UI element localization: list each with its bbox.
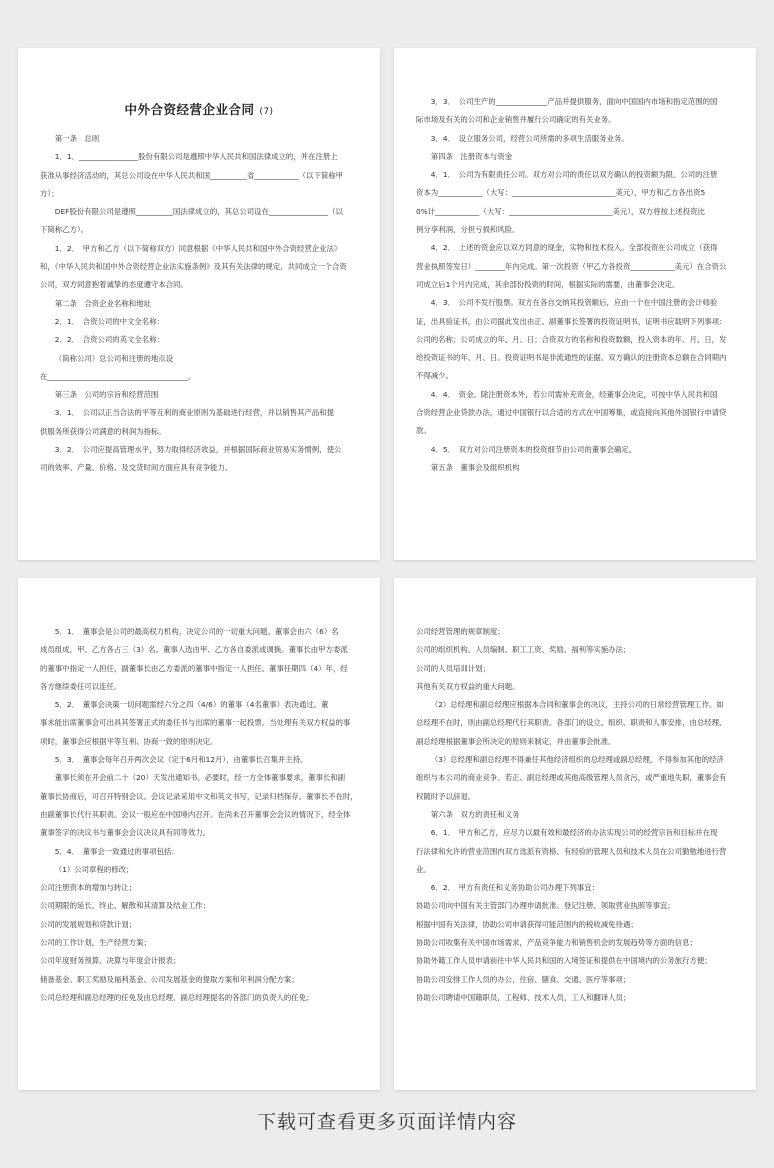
text-line: 获准从事经济活动的，其总公司设在中华人民共和国__________省____________（以下简称甲 bbox=[40, 170, 344, 180]
text-line: 司成立后1个月内完成，其余部份投资的时间，根据实际的需要，由董事会决定。 bbox=[416, 279, 680, 289]
text-line: （3）总经理和副总经理不得兼任其他经济组织的总经理或副总经理，不得参加其他的经济 bbox=[430, 755, 724, 765]
text-line: 6．1． 甲方和乙方，应尽力以最有效和最经济的办法实现公司的经营宗旨和目标并在现 bbox=[430, 828, 718, 838]
text-line: 资本为____________（大写：____________________________美元），甲方和乙方各出资5 bbox=[416, 188, 706, 198]
text-line: 3．1． 公司以正当合法的平等互利的商业原则为基础进行经营，并以销售其产品和提 bbox=[54, 408, 334, 418]
text-line: 公司的人员培训计划； bbox=[416, 663, 490, 673]
text-line: 1．2． 甲方和乙方（以下简称双方）同意根据《中华人民共和国中外合资经营企业法》 bbox=[54, 243, 342, 253]
text-line: 4．2． 上述的资金应以双方同意的现金，实物和技术投入。全部投资在公司成立（获得 bbox=[430, 243, 718, 253]
page-3-text bbox=[40, 623, 358, 1007]
text-line: 例分享利润，分担亏损和风险。 bbox=[416, 225, 520, 235]
text-line: 供服务所获得公司满意的利润为指标。 bbox=[40, 426, 166, 436]
text-line: （1）公司章程的修改； bbox=[54, 864, 134, 874]
text-line: 协助公司聘请中国籍职员，工程师、技术人员，工人和翻译人员； bbox=[416, 992, 631, 1002]
text-line: 际市场及有关的公司和企业销售并履行公司确定的有关业务。 bbox=[416, 115, 616, 125]
text-line: 第二条 合资企业名称和地址 bbox=[54, 298, 151, 308]
page-2-text bbox=[416, 93, 734, 477]
text-line: 公司的名称；公司成立的年、月、日；合资双方的名称和投资数额，投入资本的年、月、日，发 bbox=[416, 334, 727, 344]
text-line: 董事长须在开会前二十（20）天发出通知书。必要时，经一方全体董事要求，董事长和副 bbox=[54, 773, 346, 783]
text-line: 和，《中华人民共和国中外合资经营企业法实施条例》及其有关法律的规定，共同成立一个合资 bbox=[40, 262, 347, 272]
text-line: 证，出具验证书，由公司据此发出由正、副董事长签署的投资证明书，证明书应载明下列事项： bbox=[416, 316, 727, 326]
document-page-3 bbox=[18, 578, 380, 1090]
document-title-text: 中外合资经营企业合同 bbox=[124, 102, 255, 117]
text-line: 第五条 董事会及组织机构 bbox=[430, 462, 520, 472]
text-line: 公司注册资本的增加与转让； bbox=[40, 883, 137, 893]
document-page-4 bbox=[394, 578, 756, 1090]
text-line: 5．2． 董事会决策一切问题需经六分之四（4/6）的董事（4名董事）表决通过。董 bbox=[54, 700, 329, 710]
page-1-text bbox=[40, 130, 358, 478]
page-4-body bbox=[416, 623, 734, 1007]
text-line: 营业执照签发日）________年内完成。第一次投资（甲乙方各投资____________美元）在合资公 bbox=[416, 261, 727, 271]
text-line: 储备基金、职工奖励及福利基金、公司发展基金的提取方案和年利润分配方案； bbox=[40, 974, 299, 984]
text-line: 权随时予以辞退。 bbox=[416, 791, 476, 801]
text-line: 4．3． 公司不发行股票。双方在各自交纳其投资额后，应由一个在中国注册的会计师验 bbox=[430, 298, 718, 308]
text-line: 5．3． 董事会每年召开两次会议（定于6月和12月），由董事长召集并主持。 bbox=[54, 755, 308, 765]
page-4-text bbox=[416, 623, 734, 1007]
text-line: 董事签字的决议书与董事会会议决议具有同等效力。 bbox=[40, 828, 210, 838]
text-line: 公司年度财务预算、决算与年度会计报表； bbox=[40, 956, 181, 966]
text-line: 3．4． 设立服务公司，经营公司所需的多项生活服务业务。 bbox=[430, 133, 629, 143]
text-line: 的董事中指定一人担任，副董事长由乙方委派的董事中指定一人担任。董事任期四（4）年，经 bbox=[40, 663, 348, 673]
text-line: 公司期限的延长、终止、解散和其清算及结业工作； bbox=[40, 901, 210, 911]
text-line: 成员组成，甲、乙方各占三（3）名。董事人选由甲、乙方各自委派或调换。董事长由甲方委派 bbox=[40, 645, 348, 655]
text-line: 4．1． 公司为有限责任公司。双方对公司的责任以双方确认的投资额为限。公司的注册 bbox=[430, 170, 718, 180]
text-line: 4．5． 双方对公司注册资本的投资细节由公司的董事会确定。 bbox=[430, 444, 637, 454]
text-line: 第三条 公司的宗旨和经营范围 bbox=[54, 390, 159, 400]
text-line: 董事长协商后，可召开特别会议。会议记录采用中文和英文书写，记录归档保存。董事长不在时， bbox=[40, 791, 358, 801]
text-line: 3．3． 公司生产的______________产品并提供服务，面向中国国内市场和指定范围的国 bbox=[430, 97, 718, 106]
text-line: DEF股份有限公司是遵照__________国法律成立的，其总公司设在________________（以 bbox=[54, 207, 343, 217]
text-line: 2．2． 合资公司的英文全名称： bbox=[54, 335, 164, 345]
text-line: 各方继续委任可以连任。 bbox=[40, 681, 122, 691]
text-line: 项时，董事会应根据平等互利、协商一致的原则决定。 bbox=[40, 736, 218, 746]
document-page-2 bbox=[394, 48, 756, 560]
text-line: 1．1．________________股份有限公司是遵照中华人民共和国法律成立的，并在注册上 bbox=[54, 152, 338, 162]
text-line: 根据中国有关法律，协助公司申请获得可能范围内的税收减免待遇； bbox=[416, 919, 638, 929]
text-line: 给投资证书的年、月、日。投资证明书是非流通性的证据。双方确认的注册资本总额在合同期内 bbox=[416, 353, 727, 363]
text-line: 协助公司收集有关中国市场需求，产品竞争能力和销售机会的发展趋势等方面的信息； bbox=[416, 938, 697, 948]
text-line: 第六条 双方的责任和义务 bbox=[430, 809, 520, 819]
text-line: 2．1． 合资公司的中文全名称： bbox=[54, 316, 164, 326]
page-1-body bbox=[40, 100, 358, 478]
text-line: 公司经营管理的规章制度； bbox=[416, 627, 505, 636]
text-line: 0%计____________（大写：____________________________美元），双方将按上述投资比 bbox=[416, 206, 705, 216]
text-line: 公司，双方同意抱着诚挚的态度遵守本合同。 bbox=[40, 280, 188, 290]
document-page-1 bbox=[18, 48, 380, 560]
text-line: 由副董事长代行其职责。会议一般应在中国境内召开。在尚未召开董事会会议的情况下，经全体 bbox=[40, 809, 351, 819]
document-title bbox=[40, 100, 358, 118]
text-line: 第四条 注册资本与资金 bbox=[430, 151, 513, 161]
text-line: （2）总经理和副总经理应根据本合同和董事会的决议，主持公司的日常经营管理工作。如 bbox=[430, 700, 724, 710]
text-line: 协助外籍工作人员申请前往中华人民共和国的入境签证和提供在中国境内的公务旅行方便； bbox=[416, 956, 712, 966]
text-line: 方）； bbox=[40, 188, 59, 198]
text-line: 协助公司安排工作人员的办公、住宿、膳食、交通、医疗等事项； bbox=[416, 974, 631, 984]
text-line: 不得减少。 bbox=[416, 371, 453, 381]
page-3-body bbox=[40, 623, 358, 1007]
text-line: 第一条 总则 bbox=[54, 134, 100, 143]
document-title-suffix: (7) bbox=[259, 107, 274, 117]
text-line: （简称公司）总公司和注册的地点设 bbox=[54, 353, 174, 363]
text-line: 款。 bbox=[416, 426, 431, 436]
text-line: 公司的组织机构、人员编制、职工工资、奖励、福利等实施办法； bbox=[416, 645, 631, 655]
text-line: 公司的发展规划和贷款计划； bbox=[40, 919, 137, 929]
text-line: 4．4． 资金。除注册资本外，若公司需补充资金，经董事会决定，可按中华人民共和国 bbox=[430, 389, 718, 399]
text-line: 公司总经理和副总经理的任免及由总经理、副总经理提名的各部门的负责人的任免； bbox=[40, 992, 314, 1002]
text-line: 协助公司向中国有关主管部门办理申请批准、登记注册、领取营业执照等事宜； bbox=[416, 901, 675, 911]
text-line: 下简称乙方）。 bbox=[40, 225, 89, 235]
text-line: 司的效率、产量、价格、及交货时间方面应具有竞争能力。 bbox=[40, 463, 233, 473]
text-line: 副总经理根据董事会所决定的原则来制定，并由董事会批准。 bbox=[416, 736, 616, 746]
text-line: 在______________________________________。 bbox=[40, 371, 196, 381]
text-line: 组织与本公司的商业竞争。若正、副总经理或其他高级管理人员贪污，或严重地失职，董事会有 bbox=[416, 773, 727, 783]
page-2-body bbox=[416, 93, 734, 477]
text-line: 5．4． 董事会一致通过的事项包括： bbox=[54, 846, 179, 856]
text-line: 公司的工作计划，生产经营方案； bbox=[40, 938, 151, 948]
text-line: 6．2． 甲方有责任和义务协助公司办理下列事宜： bbox=[430, 883, 600, 893]
text-line: 3．2． 公司应提高管理水平，努力取得经济效益，并根据国际商业贸易实务惯例，使公 bbox=[54, 445, 342, 455]
text-line: 其他有关双方权益的重大问题。 bbox=[416, 681, 520, 691]
text-line: 5．1． 董事会是公司的最高权力机构，决定公司的一切重大问题。董事会由六（6）名 bbox=[54, 627, 339, 636]
text-line: 合资经营企业贷款办法，通过中国银行以合适的方式在中国筹集，或直接向其他外国银行申请贷 bbox=[416, 408, 727, 418]
text-line: 行法律和允许的营业范围内双方选派有资格、有经验的管理人员和技术人员在公司勤勉地进行营 bbox=[416, 846, 727, 856]
download-more-caption: 下载可查看更多页面详情内容 bbox=[256, 1111, 517, 1133]
text-line: 总经理不在时，则由副总经理代行其职责。各部门的设立、组织、职责和人事安排，由总经理、 bbox=[416, 718, 727, 728]
text-line: 事未能出席董事会可出具其签署正式的委任书与出席的董事一起投票。当处理有关双方权益的事 bbox=[40, 718, 351, 728]
text-line: 业。 bbox=[416, 864, 431, 874]
